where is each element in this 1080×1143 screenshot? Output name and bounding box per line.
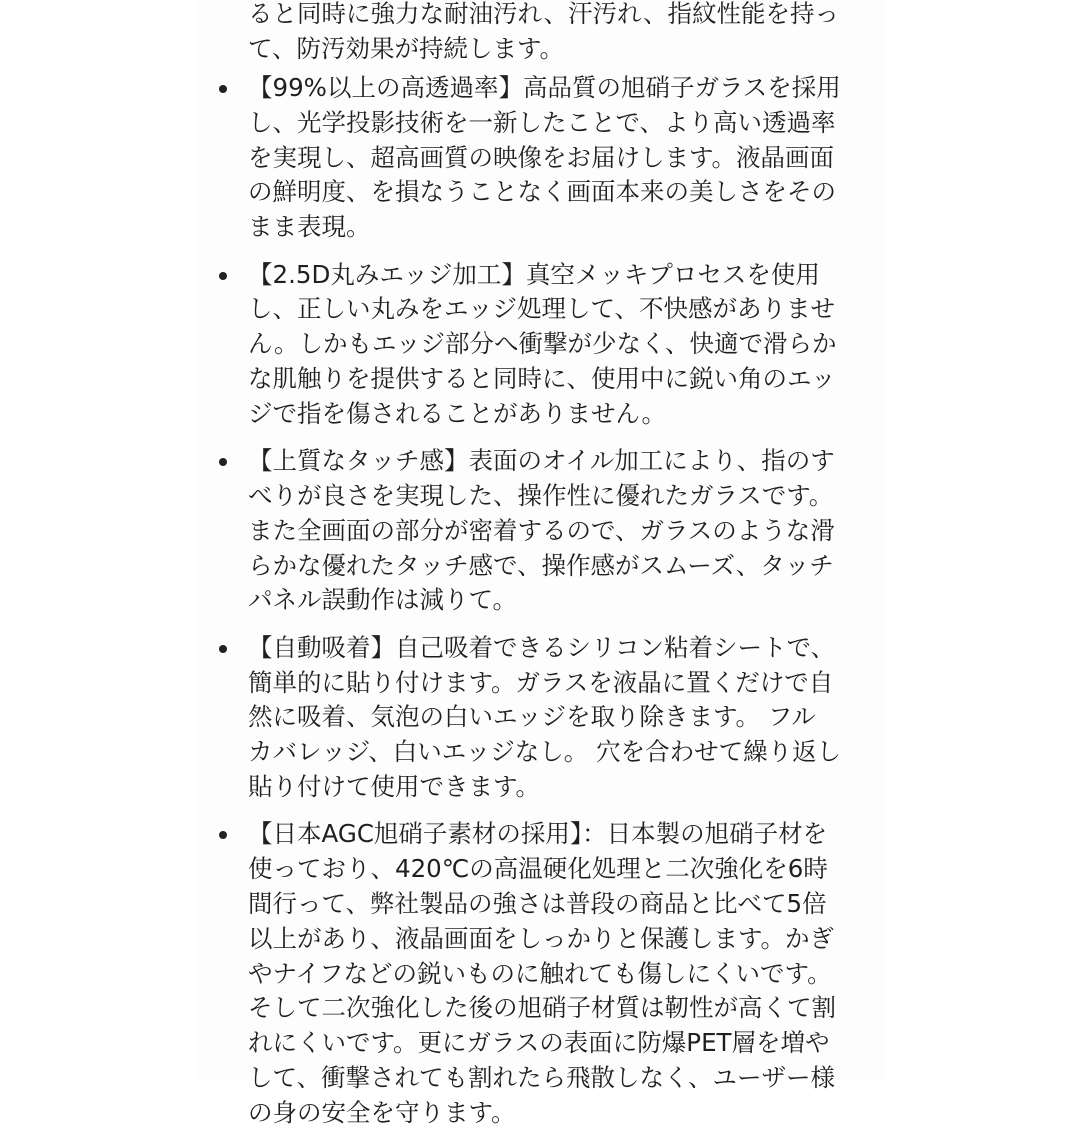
- feature-line: 簡単的に貼り付けます。ガラスを液晶に置くだけで自: [248, 667, 834, 697]
- feature-line: し、光学投影技術を一新したことで、より高い透過率: [248, 107, 836, 137]
- feature-line: カバレッジ、白いエッジなし。 穴を合わせて繰り返し: [248, 737, 842, 767]
- feature-line: 【99%以上の高透過率】高品質の旭硝子ガラスを採用: [248, 73, 841, 102]
- feature-line: べりが良さを実現した、操作性に優れたガラスです。: [248, 480, 834, 510]
- feature-line: し、正しい丸みをエッジ処理して、不快感がありませ: [248, 294, 836, 324]
- feature-line: 貼り付けて使用できます。: [248, 771, 541, 801]
- feature-line: 【2.5D丸みエッジ加工】真空メッキプロセスを使用: [248, 259, 820, 289]
- bullet-dot-icon: [219, 645, 227, 653]
- feature-list: [196, 71, 886, 1143]
- feature-item-transmittance: [196, 71, 886, 245]
- feature-line: ジで指を傷されることがありません。: [248, 398, 666, 428]
- feature-line: やナイフなどの鋭いものに触れても傷しにくいです。: [248, 958, 832, 988]
- feature-item-auto-adsorption: [196, 631, 886, 805]
- bullet-dot-icon: [219, 831, 227, 839]
- intro-line: ると同時に強力な耐油汚れ、汗汚れ、指紋性能を持っ: [248, 0, 839, 28]
- feature-line: 使っており、420℃の高温硬化処理と二次強化を6時: [248, 854, 828, 884]
- description-panel: [196, 0, 886, 1127]
- bullet-dot-icon: [219, 272, 227, 280]
- feature-line: 【日本AGC旭硝子素材の採用】：日本製の旭硝子材を: [248, 819, 828, 849]
- feature-line: の鮮明度、を損なうことなく画面本来の美しさをその: [248, 177, 836, 207]
- feature-line: 間行って、弊社製品の強さは普段の商品と比べて5倍: [248, 888, 827, 918]
- feature-line: 【自動吸着】自己吸着できるシリコン粘着シートで、: [248, 632, 836, 662]
- feature-line: らかな優れたタッチ感で、操作感がスムーズ、タッチ: [248, 550, 834, 580]
- feature-line: れにくいです。更にガラスの表面に防爆PET層を増や: [248, 1028, 830, 1058]
- feature-item-rounded-edge: [196, 258, 886, 432]
- feature-line: 以上があり、液晶画面をしっかりと保護します。かぎ: [248, 923, 835, 953]
- bullet-dot-icon: [219, 85, 227, 93]
- feature-line: して、衝撃されても割れたら飛散しなく、ユーザー様: [248, 1062, 836, 1092]
- feature-line: な肌触りを提供すると同時に、使用中に鋭い角のエッ: [248, 363, 836, 393]
- feature-line: パネル誤動作は減りて。: [248, 585, 518, 615]
- feature-line: 然に吸着、気泡の白いエッジを取り除きます。 フル: [248, 702, 816, 732]
- feature-line: の身の安全を守ります。: [248, 1097, 516, 1127]
- bullet-dot-icon: [219, 458, 227, 466]
- feature-item-touch-feel: [196, 444, 886, 618]
- feature-line: そして二次強化した後の旭硝子材質は靭性が高くて割: [248, 993, 836, 1023]
- feature-item-agc-material: [196, 817, 886, 1130]
- intro-paragraph: [248, 0, 873, 67]
- feature-line: また全画面の部分が密着するので、ガラスのような滑: [248, 515, 835, 545]
- feature-line: ん。しかもエッジ部分へ衝撃が少なく、快適で滑らか: [248, 329, 837, 359]
- feature-line: 【上質なタッチ感】表面のオイル加工により、指のす: [248, 446, 835, 476]
- feature-line: まま表現。: [248, 212, 371, 242]
- intro-line: て、防汚効果が持続します。: [248, 33, 565, 63]
- feature-line: を実現し、超高画質の映像をお届けします。液晶画面: [248, 142, 835, 172]
